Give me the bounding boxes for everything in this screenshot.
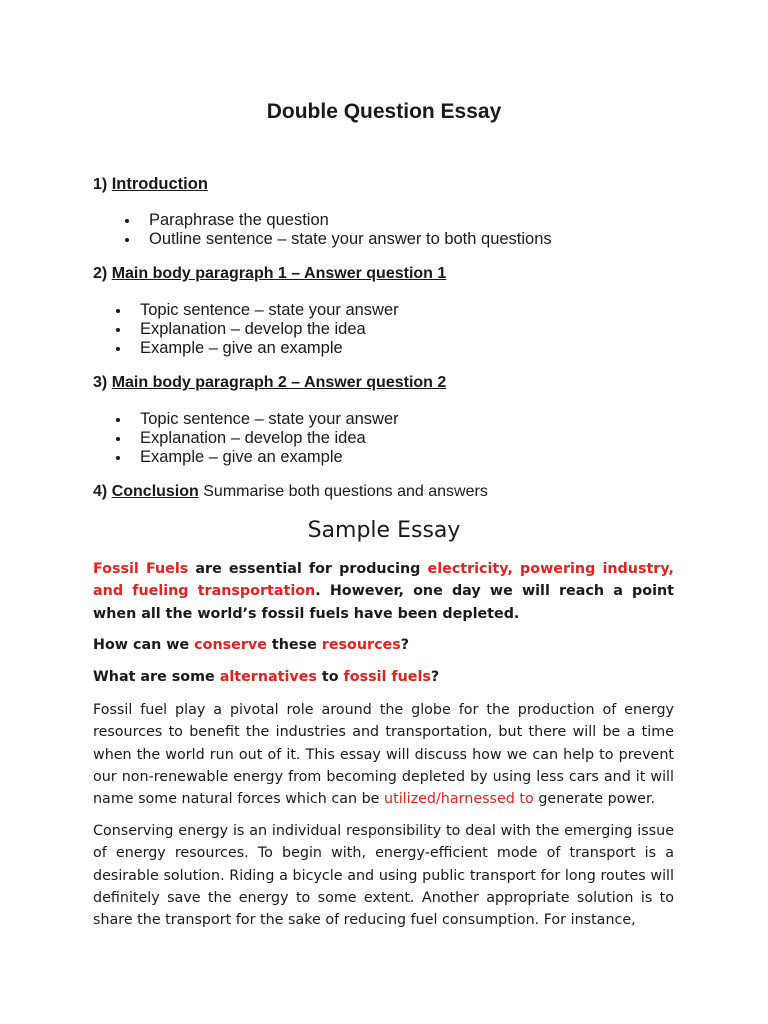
section-number: 4) <box>93 483 108 500</box>
list-item: Explanation – develop the idea <box>140 429 399 448</box>
highlight-text: conserve <box>194 637 267 653</box>
section-heading: Main body paragraph 1 – Answer question 1 <box>111 265 447 282</box>
section-description: Summarise both questions and answers <box>198 483 488 500</box>
highlight-text: resources <box>321 637 401 653</box>
body-1-bullet-list <box>140 301 399 358</box>
essay-intro-paragraph <box>93 699 674 810</box>
highlight-text: alternatives <box>219 669 317 685</box>
outline-section-body-2 <box>93 374 446 392</box>
question-text: ? <box>430 669 440 685</box>
section-heading: Conclusion <box>111 483 199 500</box>
sample-essay-title: Sample Essay <box>307 518 461 543</box>
question-text: What are some <box>93 669 220 685</box>
list-item: Paraphrase the question <box>149 211 552 230</box>
section-number: 2) <box>93 265 108 282</box>
highlight-text: Fossil Fuels <box>93 561 189 577</box>
section-heading: Introduction <box>111 175 208 193</box>
essay-prompt <box>93 558 674 625</box>
outline-section-body-1 <box>93 265 446 283</box>
essay-question-1 <box>93 634 674 656</box>
document-title: Double Question Essay <box>266 100 502 123</box>
list-item: Outline sentence – state your answer to both questions <box>149 230 552 248</box>
essay-question-2 <box>93 666 674 688</box>
highlight-text: utilized/harnessed to <box>384 791 534 808</box>
paragraph-text: generate power. <box>533 791 656 808</box>
essay-body-paragraph: Conserving energy is an individual responsibility to deal with the emerging issue of energy resources. To begin with, energy-efficient mode of transport is a desirable solution. Riding a bicycle and using public transport for long routes will definitely save the energy to some extent. Another appropriate solution is to share the transport for the sake of reducing fuel consumption. For instance, <box>93 823 674 929</box>
list-item: Explanation – develop the idea <box>140 320 399 339</box>
introduction-bullet-list <box>149 211 552 249</box>
question-text: How can we <box>93 637 195 653</box>
section-heading: Main body paragraph 2 – Answer question 2 <box>111 374 447 391</box>
list-item: Example – give an example <box>140 339 399 358</box>
prompt-text: are essential for producing <box>188 561 428 577</box>
body-2-bullet-list <box>140 410 399 467</box>
prompt-text: . However, one day we will reach a point when all the world’s fossil fuels have been depleted. <box>93 583 674 622</box>
outline-section-conclusion <box>93 483 488 501</box>
question-text: ? <box>400 637 410 653</box>
highlight-text: fossil fuels <box>343 669 431 685</box>
question-text: to <box>316 669 344 685</box>
list-item: Topic sentence – state your answer <box>140 301 399 319</box>
outline-section-introduction <box>93 175 208 194</box>
list-item: Topic sentence – state your answer <box>140 410 399 428</box>
question-text: these <box>266 637 322 653</box>
paragraph-text: Fossil fuel play a pivotal role around the globe for the production of energy resources to benefit the industries and transportation, but there will be a time when the world run out of it. This essay will discuss how we can help to prevent our non-renewable energy from becoming depleted by using less cars and it will name some natural forces which can be <box>93 702 674 808</box>
section-number: 1) <box>93 176 108 193</box>
list-item: Example – give an example <box>140 448 399 467</box>
section-number: 3) <box>93 374 108 391</box>
highlight-text: electricity, powering industry, and fueling transportation <box>93 561 674 600</box>
